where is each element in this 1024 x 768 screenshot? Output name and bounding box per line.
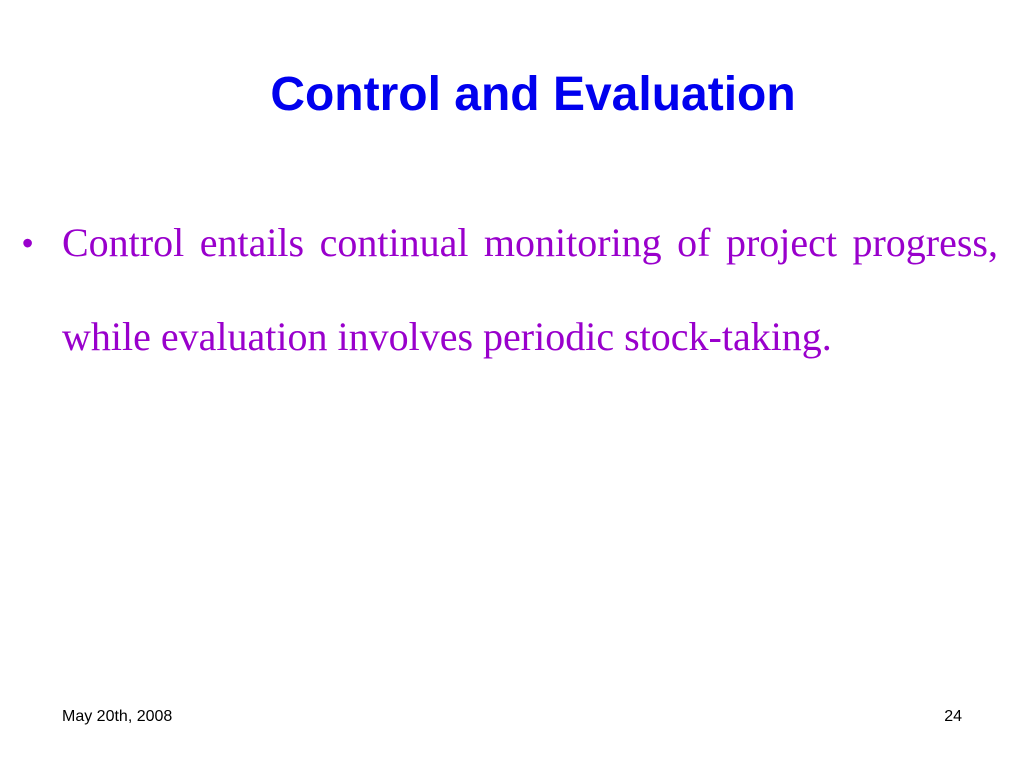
bullet-item [22,196,998,384]
bullet-list [22,196,998,384]
bullet-text: Control entails continual monitoring of project progress, while evaluation involves periodic stock-taking. [62,220,998,359]
page-number: 24 [944,708,962,725]
footer-date: May 20th, 2008 [62,708,173,725]
slide-title: Control and Evaluation [270,68,796,121]
bullet-marker-icon: • [22,225,34,261]
